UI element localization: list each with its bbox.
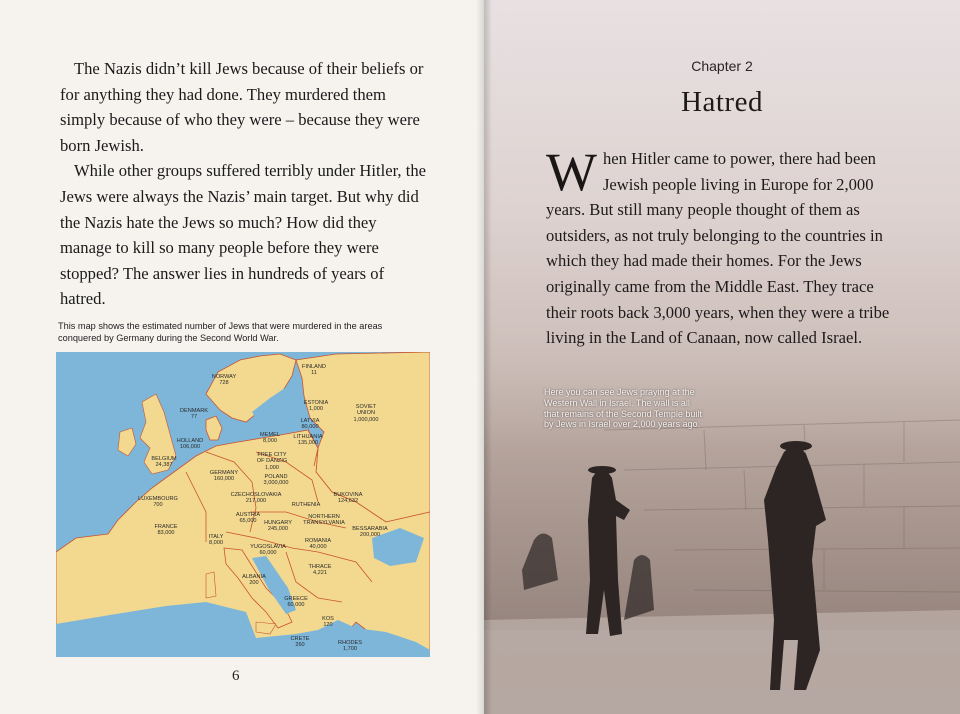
page-number: 6 — [232, 668, 240, 684]
map-label-greece: GREECE 60,000 — [284, 596, 308, 609]
drop-cap: W — [546, 142, 597, 202]
paragraph-1: The Nazis didn’t kill Jews because of their beliefs or for anything they had done. They murdered them simply because of who they were – because they were born Jewish. — [60, 59, 424, 155]
map-label-soviet-union: SOVIET UNION 1,000,000 — [353, 404, 379, 423]
map-label-yugoslavia: YUGOSLAVIA 60,000 — [250, 544, 286, 557]
map-label-austria: AUSTRIA 65,000 — [235, 512, 261, 525]
map-label-crete: CRETE 260 — [290, 636, 310, 649]
map-label-ruthenia: RUTHENIA — [291, 502, 321, 508]
map-caption: This map shows the estimated number of Jews that were murdered in the areas conquered by Germany during the Second World War. — [58, 321, 383, 343]
map-label-luxembourg: LUXEMBOURG 700 — [138, 496, 178, 509]
map-label-denmark: DENMARK 77 — [180, 408, 208, 421]
right-page — [484, 0, 960, 714]
map-label-memel: MEMEL 8,000 — [260, 432, 280, 445]
map-label-albania: ALBANIA 200 — [242, 574, 266, 587]
map-label-northern-transylvania: NORTHERN TRANSYLVANIA — [303, 514, 345, 527]
map-label-norway: NORWAY 728 — [211, 374, 237, 387]
paragraph-2: While other groups suffered terribly under Hitler, the Jews were always the Nazis’ main target. But why did the Nazis hate the Jews so much? How did they manage to kill so many people before they were stopped? The answer lies in hundreds of years of hatred. — [60, 161, 426, 309]
map-label-bessarabia: BESSARABIA 200,000 — [352, 526, 388, 539]
europe-map — [56, 352, 430, 657]
map-label-czechoslovakia: CZECHOSLOVAKIA 217,000 — [230, 492, 282, 505]
map-label-danzig: FREE CITY OF DANZIG 1,000 — [256, 452, 288, 471]
map-label-belgium: BELGIUM 24,387 — [151, 456, 177, 469]
map-label-germany: GERMANY 160,000 — [209, 470, 239, 483]
chapter-label: Chapter 2 — [691, 58, 753, 74]
map-label-france: FRANCE 83,000 — [154, 524, 178, 537]
denmark-landmass — [206, 416, 222, 440]
map-label-latvia: LATVIA 80,000 — [300, 418, 320, 431]
map-label-poland: POLAND 3,000,000 — [263, 474, 289, 487]
map-label-hungary: HUNGARY 245,000 — [264, 520, 292, 533]
ireland-landmass — [118, 428, 136, 456]
right-body-text — [546, 142, 906, 351]
sardinia-landmass — [206, 572, 216, 598]
map-label-estonia: ESTONIA 1,000 — [303, 400, 329, 413]
right-paragraph: hen Hitler came to power, there had been Jewish people living in Europe for 2,000 years. But still many people thought of them as outsiders, as not truly belonging to the countries in which they had made their homes. For the Jews originally came from the Middle East. They trace their roots back 3,000 years, when they were a tribe living in the Land of Canaan, now called Israel. — [546, 149, 890, 348]
photo-caption: Here you can see Jews praying at the Western Wall in Israel. The wall is all that remains of the Second Temple built by Jews in Israel over 2,000 years ago. — [544, 387, 702, 430]
plaza-floor — [484, 610, 960, 714]
map-label-rhodes: RHODES 1,700 — [338, 640, 362, 653]
map-label-thrace: THRACE 4,221 — [308, 564, 332, 577]
left-body-text — [60, 56, 430, 312]
map-label-finland: FINLAND 11 — [302, 364, 326, 377]
map-label-italy: ITALY 8,000 — [208, 534, 224, 547]
book-gutter — [476, 0, 492, 714]
map-label-holland: HOLLAND 106,000 — [176, 438, 204, 451]
chapter-title: Hatred — [681, 86, 763, 118]
map-label-bukovina: BUKOVINA 124,632 — [333, 492, 363, 505]
map-label-kos: KOS 120 — [322, 616, 334, 629]
map-label-romania: ROMANIA 40,000 — [304, 538, 332, 551]
map-label-lithuania: LITHUANIA 135,000 — [293, 434, 323, 447]
